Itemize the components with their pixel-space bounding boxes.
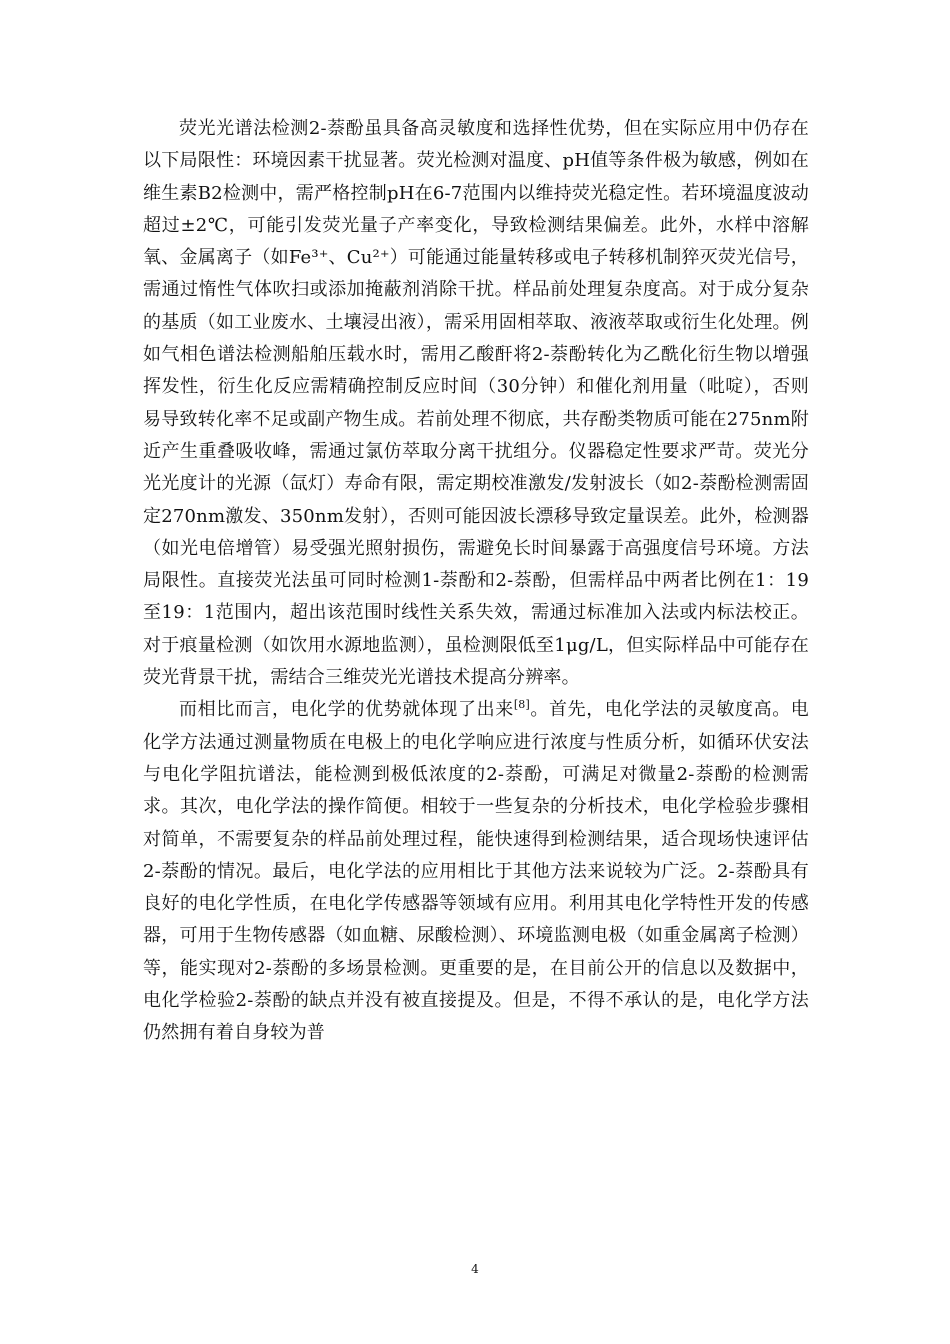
paragraph-text: 荧光光谱法检测2-萘酚虽具备高灵敏度和选择性优势，但在实际应用中仍存在以下局限性：环境因素干扰显著。荧光检测对温度、pH值等条件极为敏感，例如在维生素B2检测中，需严格控制pH在6-7范围内以维持荧光稳定性。若环境温度波动超过±2℃，可能引发荧光量子产率变化，导致检测结果偏差。此外，水样中溶解氧、金属离子（如Fe³⁺、Cu²⁺）可能通过能量转移或电子转移机制猝灭荧光信号，需通过惰性气体吹扫或添加掩蔽剂消除干扰。样品前处理复杂度高。对于成分复杂的基质（如工业废水、土壤浸出液），需采用固相萃取、液液萃取或衍生化处理。例如气相色谱法检测船舶压载水时，需用乙酸酐将2-萘酚转化为乙酰化衍生物以增强挥发性，衍生化反应需精确控制反应时间（30分钟）和催化剂用量（吡啶），否则易导致转化率不足或副产物生成。若前处理不彻底，共存酚类物质可能在275nm附近产生重叠吸收峰，需通过氯仿萃取分离干扰组分。仪器稳定性要求严苛。荧光分光光度计的光源（氙灯）寿命有限，需定期校准激发/发射波长（如2-萘酚检测需固定270nm激发、350nm发射），否则可能因波长漂移导致定量误差。此外，检测器（如光电倍增管）易受强光照射损伤，需避免长时间暴露于高强度信号环境。方法局限性。直接荧光法虽可同时检测1-萘酚和2-萘酚，但需样品中两者比例在1：19至19：1范围内，超出该范围时线性关系失效，需通过标准加入法或内标法校正。对于痕量检测（如饮用水源地监测），虽检测限低至1μg/L，但实际样品中可能存在荧光背景干扰，需结合三维荧光光谱技术提高分辨率。: [143, 118, 809, 689]
body-text: [143, 113, 809, 1050]
page-number: 4: [471, 1262, 479, 1276]
paragraph-electrochemistry-advantages: [143, 694, 809, 1049]
paragraph-fluorescence-limitations: [143, 113, 809, 694]
citation-reference: [8]: [513, 698, 530, 712]
paragraph-text-after-citation: 。首先，电化学法的灵敏度高。电化学方法通过测量物质在电极上的电化学响应进行浓度与性质分析，如循环伏安法与电化学阻抗谱法，能检测到极低浓度的2-萘酚，可满足对微量2-萘酚的检测需求。其次，电化学法的操作简便。相较于一些复杂的分析技术，电化学检验步骤相对简单，不需要复杂的样品前处理过程，能快速得到检测结果，适合现场快速评估2-萘酚的情况。最后，电化学法的应用相比于其他方法来说较为广泛。2-萘酚具有良好的电化学性质，在电化学传感器等领域有应用。利用其电化学特性开发的传感器，可用于生物传感器（如血糖、尿酸检测）、环境监测电极（如重金属离子检测）等，能实现对2-萘酚的多场景检测。更重要的是，在目前公开的信息以及数据中，电化学检验2-萘酚的缺点并没有被直接提及。但是，不得不承认的是，电化学方法仍然拥有着自身较为普: [143, 699, 809, 1044]
paragraph-text-before-citation: 而相比而言，电化学的优势就体现了出来: [179, 699, 514, 721]
